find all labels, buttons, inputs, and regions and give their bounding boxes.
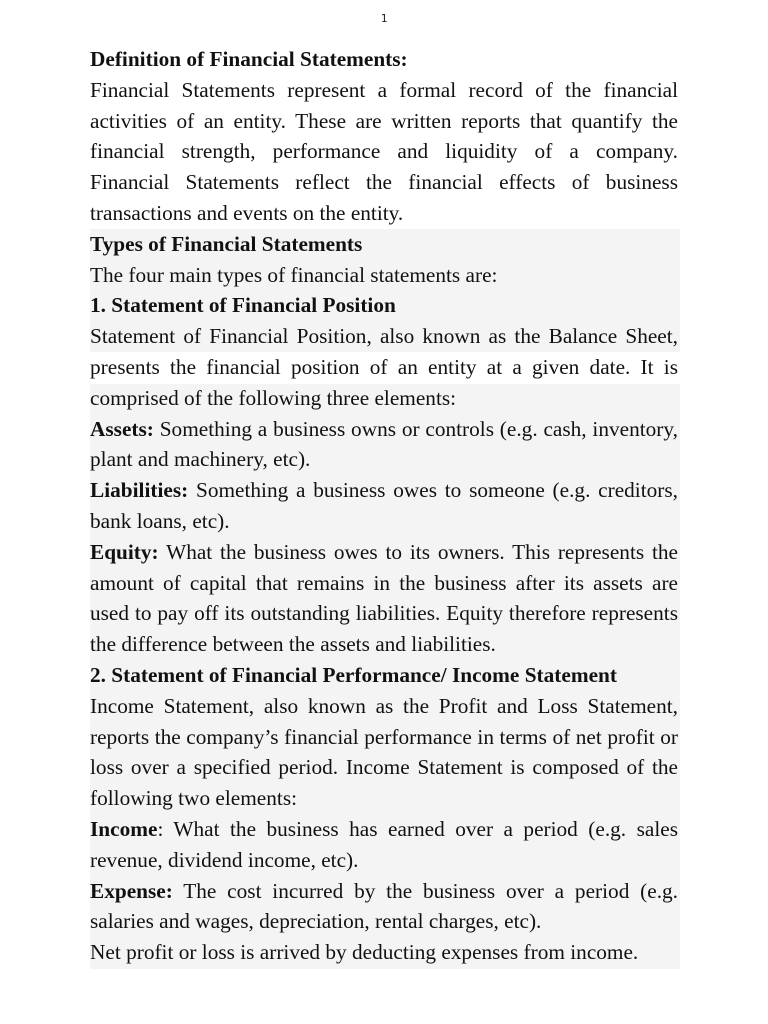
income-term: Income [90, 816, 158, 841]
types-heading: Types of Financial Statements [90, 231, 363, 256]
liabilities-term: Liabilities: [90, 478, 189, 503]
financial-performance-heading: 2. Statement of Financial Performance/ Income Statement [90, 662, 617, 687]
assets-definition [90, 414, 678, 476]
page-number: 1 [380, 12, 388, 25]
definition-paragraph: Financial Statements represent a formal record of the financial activities of an entity. These are written reports that quantify the financial strength, performance and liquidity of a company. Financial Statements reflect the financial effects of business transactions and events on the entity. [90, 77, 678, 225]
types-intro: The four main types of financial statements are: [90, 262, 498, 287]
equity-definition [90, 537, 678, 660]
expense-term: Expense: [90, 878, 173, 903]
income-text: : What the business has earned over a period (e.g. sales revenue, dividend income, etc). [90, 816, 678, 872]
liabilities-definition [90, 475, 678, 537]
financial-position-paragraph: Statement of Financial Position, also known as the Balance Sheet, presents the financial position of an entity at a given date. It is comprised of the following three elements: [90, 324, 678, 410]
document-body [90, 44, 678, 968]
assets-term: Assets: [90, 416, 154, 441]
liabilities-text: Something a business owes to someone (e.g. creditors, bank loans, etc). [90, 478, 678, 533]
assets-text: Something a business owns or controls (e.g. cash, inventory, plant and machinery, etc). [90, 416, 678, 472]
income-definition [90, 814, 678, 876]
equity-term: Equity: [90, 539, 159, 564]
expense-text: The cost incurred by the business over a period (e.g. salaries and wages, depreciation, rental charges, etc). [90, 878, 678, 934]
expense-definition [90, 876, 678, 938]
equity-text: What the business owes to its owners. This represents the amount of capital that remains in the business after its assets are used to pay off its outstanding liabilities. Equity therefore represents the difference between the assets and liabilities. [90, 539, 678, 657]
financial-performance-paragraph: Income Statement, also known as the Profit and Loss Statement, reports the company’s financial performance in terms of net profit or loss over a specified period. Income Statement is composed of the following two elements: [90, 693, 678, 811]
financial-position-heading: 1. Statement of Financial Position [90, 293, 396, 318]
definition-heading: Definition of Financial Statements: [90, 47, 408, 71]
net-profit-statement: Net profit or loss is arrived by deducting expenses from income. [90, 940, 639, 965]
